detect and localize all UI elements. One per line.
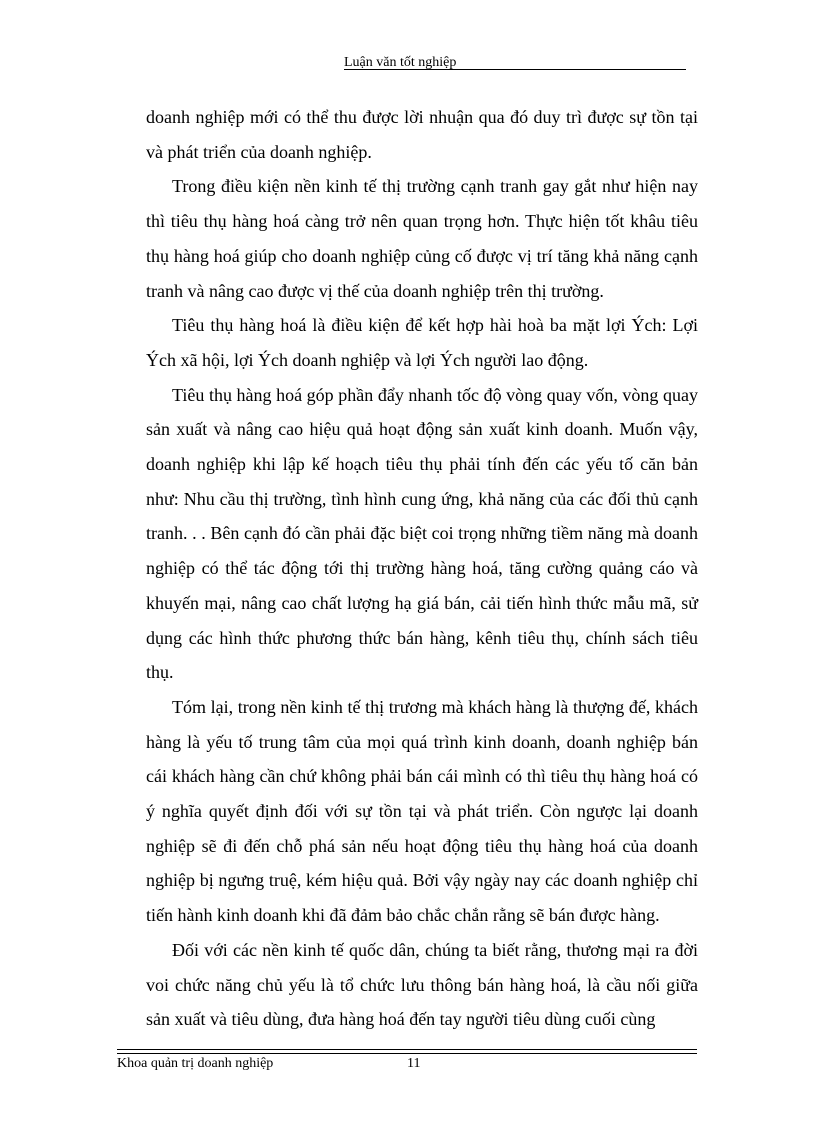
- paragraph: Tiêu thụ hàng hoá là điều kiện để kết hợp hài hoà ba mặt lợi Ých: Lợi Ých xã hội, lợi Ých doanh nghiệp và lợi Ých người lao động.: [146, 315, 698, 370]
- body-text: [146, 100, 698, 1037]
- paragraph: Tiêu thụ hàng hoá góp phần đẩy nhanh tốc độ vòng quay vốn, vòng quay sản xuất và nâng cao hiệu quả hoạt động sản xuất kinh doanh. Muốn vậy, doanh nghiệp khi lập kế hoạch tiêu thụ phải tính đến các yếu tố căn bản như: Nhu cầu thị trường, tình hình cung ứng, khả năng của các đối thủ cạnh tranh. . . Bên cạnh đó cần phải đặc biệt coi trọng những tiềm năng mà doanh nghiệp có thể tác động tới thị trường hàng hoá, tăng cường quảng cáo và khuyến mại, nâng cao chất lượng hạ giá bán, cải tiến hình thức mẫu mã, sử dụng các hình thức phương thức bán hàng, kênh tiêu thụ, chính sách tiêu thụ.: [146, 384, 698, 683]
- paragraph: Trong điều kiện nền kinh tế thị trường cạnh tranh gay gắt như hiện nay thì tiêu thụ hàng hoá càng trở nên quan trọng hơn. Thực hiện tốt khâu tiêu thụ hàng hoá giúp cho doanh nghiệp củng cố được vị trí tăng khả năng cạnh tranh và nâng cao được vị thế của doanh nghiệp trên thị trường.: [146, 176, 698, 301]
- header-title: Luận văn tốt nghiệp: [344, 55, 457, 70]
- page-number: 11: [407, 1056, 421, 1071]
- paragraph: Đối với các nền kinh tế quốc dân, chúng ta biết rằng, thương mại ra đời voi chức năng chủ yếu là tổ chức lưu thông bán hàng hoá, là cầu nối giữa sản xuất và tiêu dùng, đưa hàng hoá đến tay người tiêu dùng cuối cùng: [146, 939, 698, 1030]
- footer-faculty: Khoa quản trị doanh nghiệp: [117, 1056, 274, 1071]
- paragraph: Tóm lại, trong nền kinh tế thị trương mà khách hàng là thượng đế, khách hàng là yếu tố trung tâm của mọi quá trình kinh doanh, doanh nghiệp bán cái khách hàng cần chứ không phải bán cái mình có thì tiêu thụ hàng hoá có ý nghĩa quyết định đối với sự tồn tại và phát triển. Còn ngược lại doanh nghiệp sẽ đi đến chỗ phá sản nếu hoạt động tiêu thụ hàng hoá của doanh nghiệp bị ngưng truệ, kém hiệu quả. Bởi vậy ngày nay các doanh nghiệp chỉ tiến hành kinh doanh khi đã đảm bảo chắc chắn rằng sẽ bán được hàng.: [146, 696, 698, 926]
- paragraph: doanh nghiệp mới có thể thu được lời nhuận qua đó duy trì được sự tồn tại và phát triển của doanh nghiệp.: [146, 107, 698, 162]
- header-rule: [344, 69, 686, 70]
- footer-rule-thin: [117, 1053, 697, 1054]
- footer-rule: [117, 1049, 697, 1050]
